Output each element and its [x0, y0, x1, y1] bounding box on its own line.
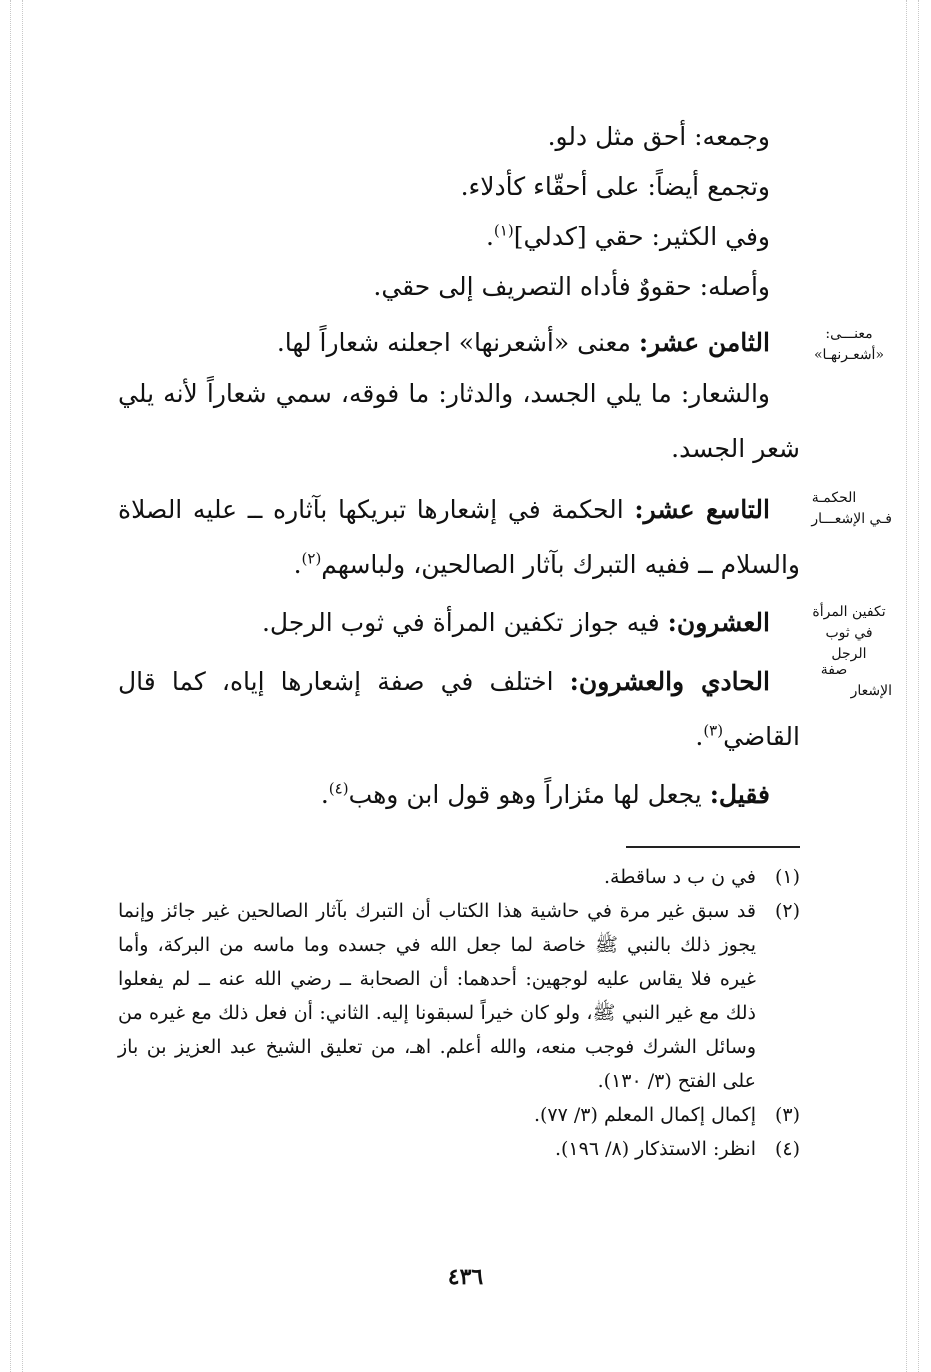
- text-line: وتجمع أيضاً: على أحقّاء كأدلاء.: [460, 172, 770, 201]
- footnote: [118, 894, 800, 1098]
- paragraph-19: [118, 482, 892, 592]
- footnote-number: (٤): [774, 1138, 800, 1160]
- page-body: [118, 112, 892, 1166]
- paragraph-heading: فقيل:: [709, 780, 770, 809]
- text-span: .: [293, 550, 302, 579]
- text-span: .: [695, 722, 704, 751]
- footnote-text: قد سبق غير مرة في حاشية هذا الكتاب أن التبرك بآثار الصالحين غير جائز وإنما يجوز ذلك بالنبي ﷺ خاصة لما جعل الله في جسده وما ماسه من البركة، وأما غيره فلا يقاس عليه لوجهين: أحدهما: أن الصحابة ــ رضي الله عنه ــ لم يفعلوا ذلك مع غير النبي ﷺ، ولو كان خيراً لسبقونا إليه. الثاني: أن فعل ذلك مع غيره من وسائل الشرك فوجب منعه، والله أعلم. اهـ، من تعليق الشيخ عبد العزيز بن باز على الفتح (٣/ ١٣٠).: [118, 900, 756, 1092]
- text-line: [118, 212, 800, 262]
- paragraph-text: فيه جواز تكفين المرأة في ثوب الرجل.: [261, 608, 668, 637]
- paragraph-text: اختلف في صفة إشعارها إياه، كما قال القاضي: [118, 667, 800, 751]
- margin-note: صفة الإشعار: [820, 662, 892, 699]
- margin-note: الحكمـة فـي الإشعـــار: [811, 490, 892, 527]
- footnote-separator: [626, 846, 800, 848]
- footnote-number: (١): [774, 866, 800, 888]
- page-number: ٤٣٦: [447, 1264, 484, 1290]
- paragraph-text: يجعل لها مئزاراً وهو قول ابن وهب: [348, 780, 710, 809]
- text-line: وجمعه: أحق مثل دلو.: [547, 122, 770, 151]
- paragraph-18: [118, 318, 885, 368]
- footnote-ref[interactable]: (٢): [301, 549, 322, 568]
- footnote: [118, 1098, 800, 1132]
- text-span: وفي الكثير: حقي [كدلي]: [513, 222, 770, 251]
- paragraph-18-continued: والشعار: ما يلي الجسد، والدثار: ما فوقه، سمي شعاراً لأنه يلي شعر الجسد.: [118, 379, 800, 463]
- paragraph-heading: التاسع عشر:: [634, 495, 770, 524]
- paragraph-21: [118, 654, 892, 764]
- paragraph-heading: الحادي والعشرون:: [569, 667, 770, 696]
- paragraph-heading: العشرون:: [667, 608, 770, 637]
- footnote-text: إكمال إكمال المعلم (٣/ ٧٧).: [533, 1104, 756, 1126]
- scan-edge-right-outer: [918, 0, 919, 1372]
- paragraph-heading: الثامن عشر:: [638, 328, 770, 357]
- text-span: .: [485, 222, 494, 251]
- footnote-text: انظر: الاستذكار (٨/ ١٩٦).: [554, 1138, 756, 1160]
- scan-edge-left-inner: [22, 0, 23, 1372]
- margin-note: معنـــى: «أشعـرنهـا»: [813, 326, 885, 363]
- footnote-number: (٣): [774, 1104, 800, 1126]
- footnote-number: (٢): [774, 900, 800, 922]
- footnote-ref[interactable]: (١): [493, 221, 514, 240]
- scan-edge-right: [906, 0, 907, 1372]
- paragraph-20: [118, 598, 886, 662]
- footnote-ref[interactable]: (٣): [703, 721, 724, 740]
- margin-note: تكفين المرأة في ثوب الرجل: [812, 604, 886, 662]
- text-span: .: [320, 780, 329, 809]
- footnote-text: في ن ب د ساقطة.: [604, 866, 756, 888]
- footnote: [118, 1132, 800, 1166]
- paragraph-text: معنى «أشعرنها» اجعلنه شعاراً لها.: [276, 328, 639, 357]
- scan-edge-left: [10, 0, 11, 1372]
- text-line: وأصله: حقووٌ فأداه التصريف إلى حقي.: [373, 272, 770, 301]
- footnote-ref[interactable]: (٤): [328, 779, 349, 798]
- paragraph-text: الحكمة في إشعارها تبريكها بآثاره ــ عليه الصلاة والسلام ــ ففيه التبرك بآثار الصالحين، ولباسهم: [118, 495, 800, 579]
- paragraph-22: [118, 770, 800, 820]
- footnote: [118, 860, 800, 894]
